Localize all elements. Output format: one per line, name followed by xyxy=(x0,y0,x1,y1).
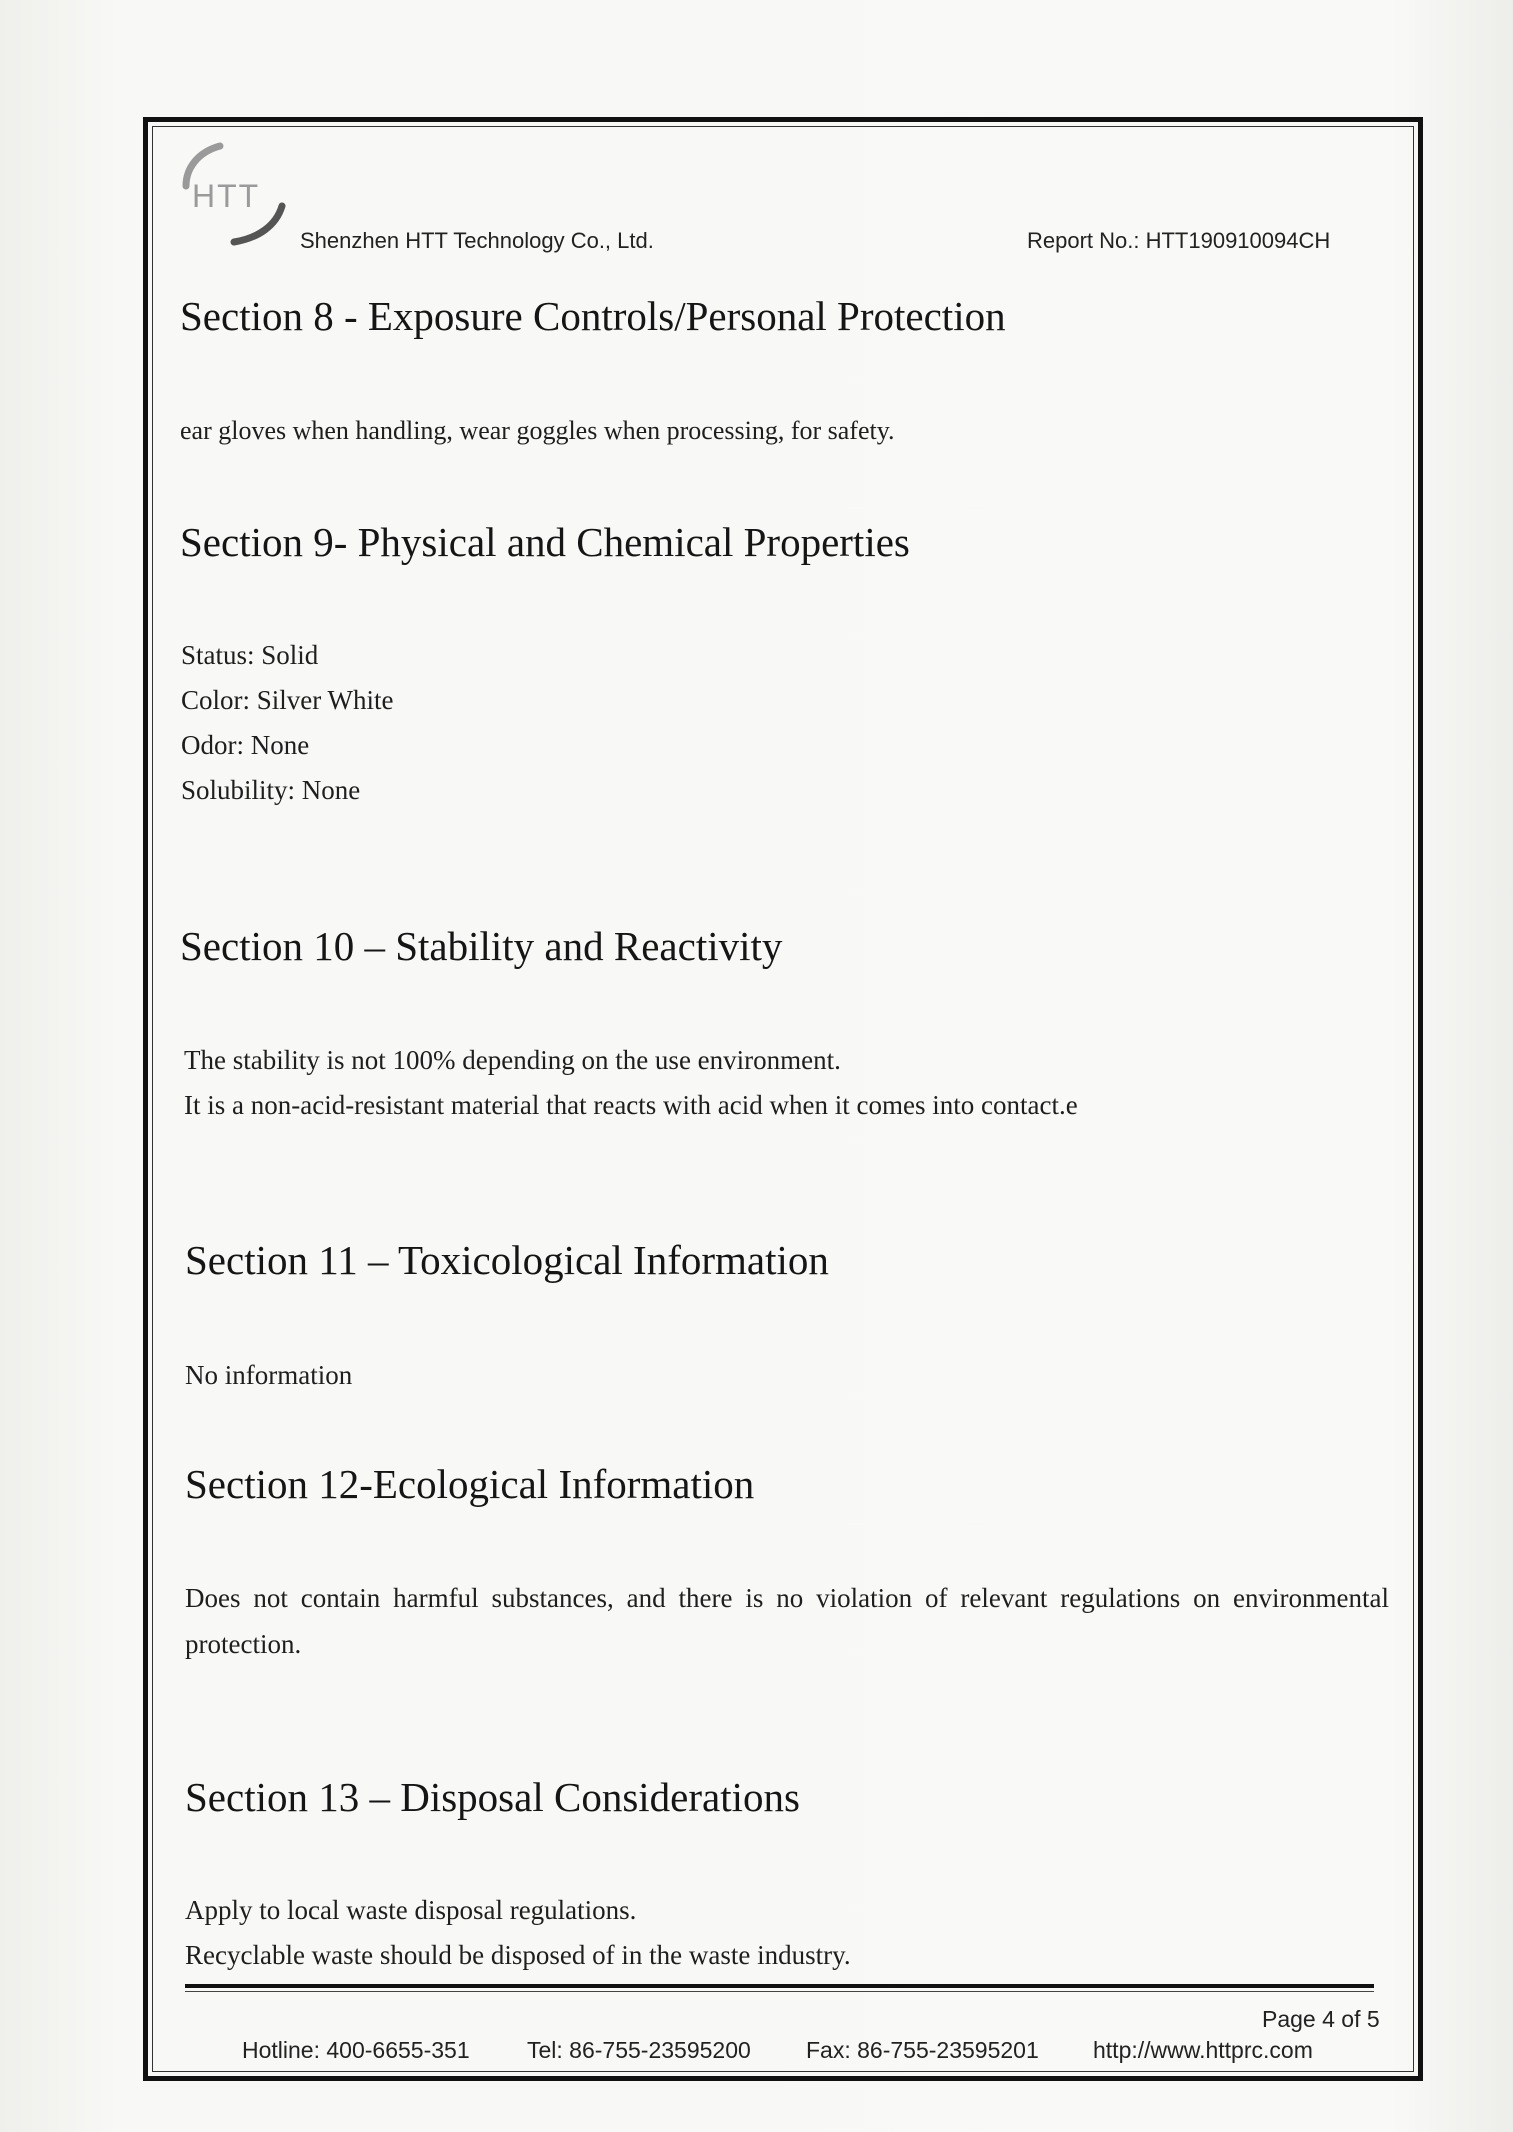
section-13-line-1: Apply to local waste disposal regulations. xyxy=(185,1895,637,1925)
property-solubility: Solubility: None xyxy=(181,775,361,805)
section-12-heading: Section 12-Ecological Information xyxy=(185,1461,755,1507)
footer-contact xyxy=(242,2037,1313,2064)
footer-hotline: Hotline: 400-6655-351 xyxy=(242,2037,470,2063)
footer-tel: Tel: 86-755-23595200 xyxy=(527,2037,751,2063)
section-8-text: ear gloves when handling, wear goggles when processing, for safety. xyxy=(180,416,895,445)
page-number: Page 4 of 5 xyxy=(1262,2006,1380,2032)
footer-divider xyxy=(185,1984,1374,1988)
section-9-heading: Section 9- Physical and Chemical Properties xyxy=(180,519,910,565)
property-odor: Odor: None xyxy=(181,730,310,760)
company-name: Shenzhen HTT Technology Co., Ltd. xyxy=(300,228,654,253)
section-10-heading: Section 10 – Stability and Reactivity xyxy=(180,923,783,969)
section-12-text: Does not contain harmful substances, and there is no violation of relevant regulations on environmental protection. xyxy=(185,1583,1389,1659)
section-13-heading: Section 13 – Disposal Considerations xyxy=(185,1774,800,1820)
section-10-line-2: It is a non-acid-resistant material that reacts with acid when it comes into contact.e xyxy=(184,1090,1078,1120)
section-13-line-2: Recyclable waste should be disposed of in the waste industry. xyxy=(185,1940,851,1970)
property-color: Color: Silver White xyxy=(181,685,394,715)
section-11-text: No information xyxy=(185,1360,353,1390)
section-11-heading: Section 11 – Toxicological Information xyxy=(185,1237,829,1283)
logo-text: HTT xyxy=(192,178,261,214)
report-number: Report No.: HTT190910094CH xyxy=(1027,228,1331,253)
section-10-line-1: The stability is not 100% depending on the use environment. xyxy=(184,1045,841,1075)
footer-divider-thin xyxy=(185,1991,1374,1992)
footer-website-link[interactable]: http://www.httprc.com xyxy=(1093,2037,1313,2063)
property-status: Status: Solid xyxy=(181,640,319,670)
footer-fax: Fax: 86-755-23595201 xyxy=(806,2037,1039,2063)
section-8-heading: Section 8 - Exposure Controls/Personal Protection xyxy=(180,293,1006,339)
